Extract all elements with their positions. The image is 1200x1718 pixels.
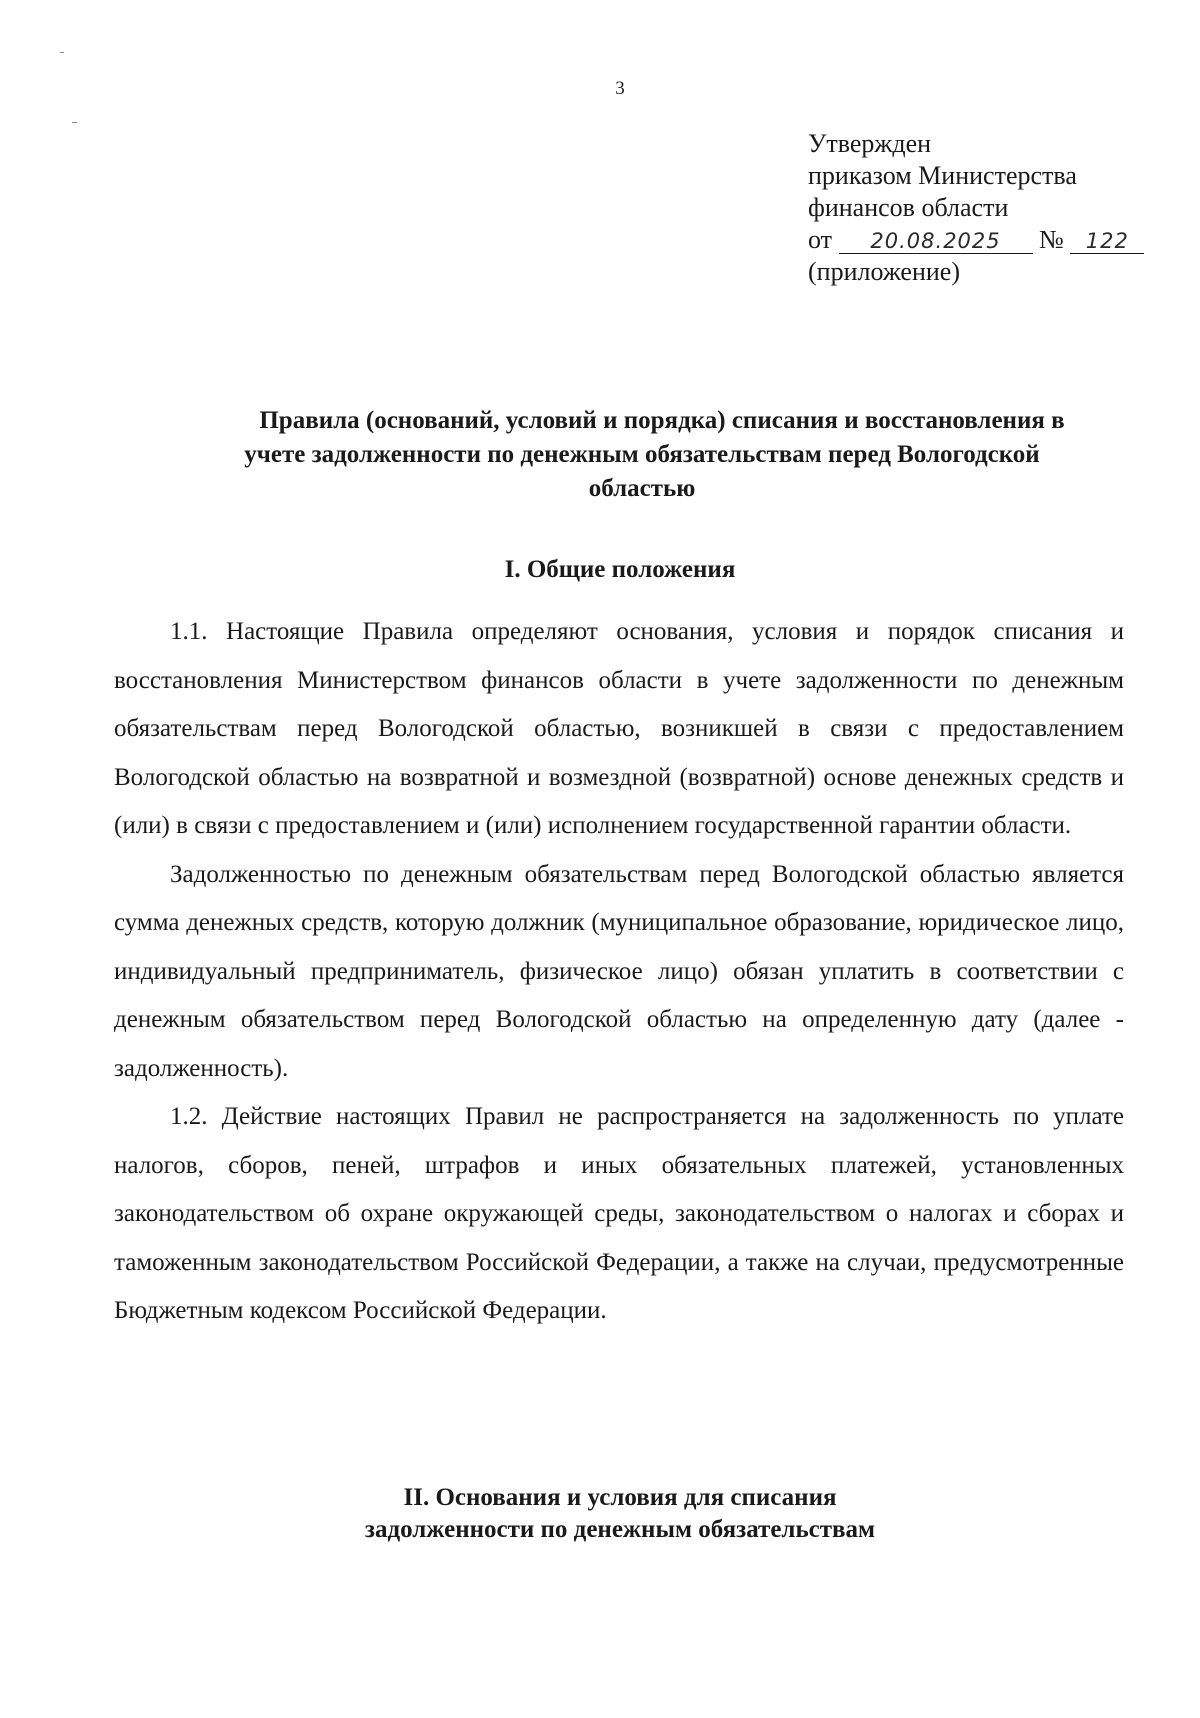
section-1-body	[114, 608, 1124, 1336]
page-number: 3	[615, 78, 625, 99]
paragraph-1-2: 1.2. Действие настоящих Правил не распространяется на задолженность по уплате налогов, сборов, пеней, штрафов и иных обязательных платежей, установленных законодательством об охране окружающей среды, законодательством о налогах и сборах и таможенным законодательством Российской Федерации, а также на случаи, предусмотренные Бюджетным кодексом Российской Федерации.	[114, 1103, 1124, 1324]
from-prefix: от	[808, 225, 833, 254]
approval-line: приказом Министерства	[808, 161, 1077, 190]
scan-artifact	[72, 122, 77, 123]
section-2-heading	[110, 1482, 1130, 1546]
title-line: областью	[588, 475, 696, 502]
approval-line: финансов области	[808, 193, 1009, 222]
approval-block	[808, 128, 1144, 288]
approval-line: Утвержден	[808, 129, 932, 158]
document-title	[150, 404, 1134, 506]
approval-date-line	[808, 224, 1144, 256]
handwritten-date: 20.08.2025	[839, 229, 1033, 254]
approval-appendix: (приложение)	[808, 257, 961, 286]
heading-line: II. Основания и условия для списания	[403, 1484, 837, 1511]
number-sign: №	[1039, 225, 1064, 254]
heading-line: задолженности по денежным обязательствам	[364, 1516, 876, 1543]
title-line: Правила (оснований, условий и порядка) списания и восстановления в	[259, 407, 1065, 434]
paragraph-1-1: 1.1. Настоящие Правила определяют основания, условия и порядок списания и восстановления Министерством финансов области в учете задолженности по денежным обязательствам перед Вологодской областью, возникшей в связи с предоставлением Вологодской областью на возвратной и возмездной (возвратной) основе денежных средств и (или) в связи с предоставлением и (или) исполнением государственной гарантии области.	[114, 618, 1124, 839]
title-line: учете задолженности по денежным обязательствам перед Вологодской	[244, 441, 1040, 468]
section-1-heading: I. Общие положения	[504, 556, 736, 583]
paragraph-debt-definition: Задолженностью по денежным обязательствам перед Вологодской областью является сумма денежных средств, которую должник (муниципальное образование, юридическое лицо, индивидуальный предприниматель, физическое лицо) обязан уплатить в соответствии с денежным обязательством перед Вологодской областью на определенную дату (далее - задолженность).	[114, 860, 1124, 1082]
scan-artifact	[60, 52, 64, 53]
handwritten-number: 122	[1070, 229, 1144, 254]
